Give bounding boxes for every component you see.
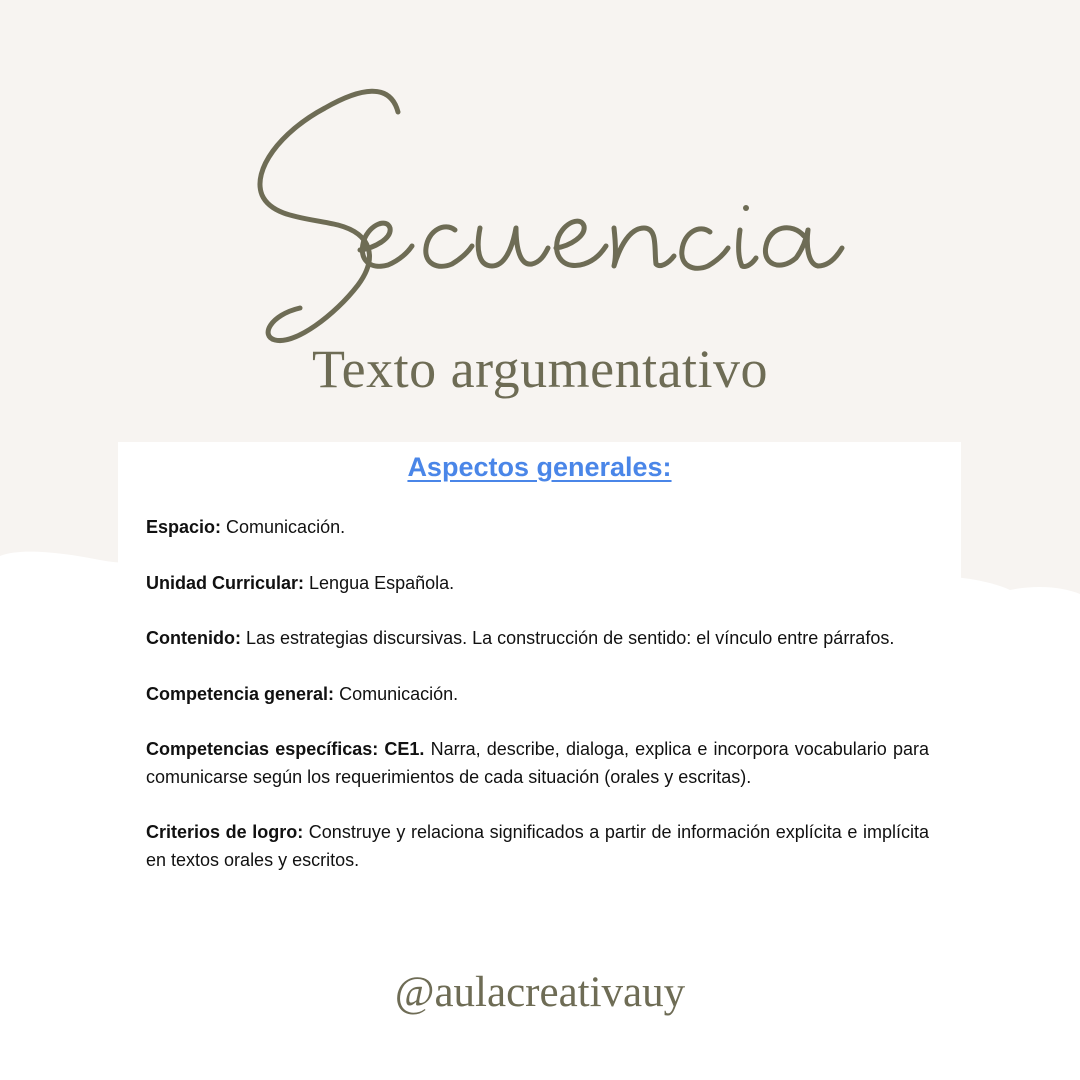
document-body: [146, 514, 929, 902]
item-label: Competencias específicas: CE1.: [146, 739, 425, 759]
document-heading: Aspectos generales:: [407, 452, 672, 482]
document-card: [118, 442, 961, 940]
item-text: Construye y relaciona significados a partir de información explícita e implícita en textos orales y escritos.: [146, 822, 929, 870]
item-competencia-general: [146, 681, 929, 709]
item-label: Espacio:: [146, 517, 222, 537]
item-unidad-curricular: [146, 570, 929, 598]
item-espacio: [146, 514, 929, 542]
item-text: Lengua Española.: [304, 572, 455, 593]
item-competencias-especificas: [146, 736, 929, 791]
item-label: Criterios de logro:: [146, 822, 304, 842]
item-text: Comunicación.: [334, 683, 459, 704]
item-text: Comunicación.: [221, 517, 346, 537]
item-label: Competencia general:: [146, 683, 335, 704]
item-label: Contenido:: [146, 628, 241, 648]
item-label: Unidad Curricular:: [146, 572, 305, 593]
item-text: Narra, describe, dialoga, explica e incorpora vocabulario para comunicarse según los requerimientos de cada situación (orales y escritas).: [146, 739, 929, 787]
item-text: Las estrategias discursivas. La construcción de sentido: el vínculo entre párrafos.: [240, 628, 895, 648]
secuencia-script-title: [240, 60, 860, 370]
subtitle: Texto argumentativo: [311, 339, 769, 399]
item-contenido: [146, 625, 929, 653]
social-handle: @aulacreativauy: [394, 969, 686, 1016]
item-criterios-de-logro: [146, 819, 929, 874]
